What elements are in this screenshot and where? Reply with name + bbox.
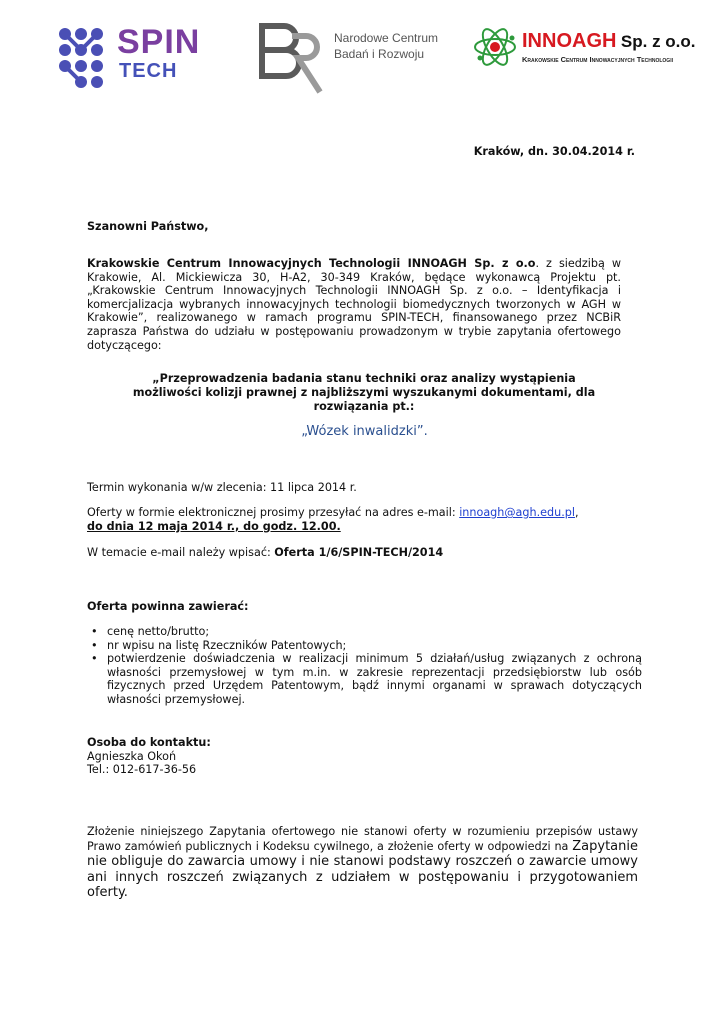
- disclaimer-part-2: Zapytanie nie obliguje do zawarcia umowy i nie stanowi podstawy roszczeń o zawarcie umowy ani innych roszczeń związanych z udziałem w postępowaniu i przygotowaniem oferty.: [87, 838, 638, 901]
- list-item: • cenę netto/brutto;: [87, 625, 642, 639]
- contact-phone: Tel.: 012-617-36-56: [87, 763, 197, 777]
- contact-block: [87, 736, 211, 777]
- deadline-line: Termin wykonania w/w zlecenia: 11 lipca 2014 r.: [87, 481, 357, 494]
- offers-email-paragraph: [87, 506, 627, 533]
- offer-requirements-list: [87, 625, 642, 707]
- letter-date: Kraków, dn. 30.04.2014 r.: [473, 145, 635, 158]
- subject-instruction-text: W temacie e-mail należy wpisać:: [87, 546, 275, 559]
- company-name: Krakowskie Centrum Innowacyjnych Technologii INNOAGH Sp. z o.o: [87, 257, 536, 270]
- legal-disclaimer: [87, 825, 638, 901]
- offers-text: Oferty w formie elektronicznej prosimy przesyłać na adres e-mail:: [87, 506, 460, 519]
- ncbr-line1: Narodowe Centrum: [334, 31, 439, 45]
- contact-heading: Osoba do kontaktu:: [87, 736, 211, 749]
- innoagh-suffix: Sp. z o.o.: [620, 32, 696, 51]
- email-link[interactable]: innoagh@agh.edu.pl: [459, 506, 576, 519]
- tech-wordmark: TECH: [119, 60, 178, 82]
- innoagh-wordmark: INNOAGH: [522, 30, 617, 52]
- ncbr-logo: [258, 22, 438, 94]
- list-item: • potwierdzenie doświadczenia w realizacji minimum 5 działań/usług związanych z ochroną własności przemysłowej w tym m.in. w zakresie reprezentacji przedsiębiorstw lub osób fizycznych przed Urzędem Patentowym, bądź innymi organami w sprawach dotyczących własności przemysłowej.: [87, 652, 642, 706]
- inquiry-subject: „Przeprowadzenia badania stanu techniki oraz analizy wystąpienia możliwości kolizji prawnej z najbliższymi wyszukanymi dokumentami, dla rozwiązania pt.:: [132, 372, 596, 413]
- innoagh-tagline: Krakowskie Centrum Innowacyjnych Technologii: [522, 55, 673, 64]
- offers-comma: ,: [575, 506, 579, 519]
- spin-tech-logo: [55, 24, 205, 92]
- atom-icon: [472, 24, 518, 70]
- salutation: Szanowni Państwo,: [87, 220, 209, 233]
- offer-code: Oferta 1/6/SPIN-TECH/2014: [274, 546, 444, 559]
- spin-wordmark: SPIN: [117, 23, 201, 61]
- list-item: • nr wpisu na listę Rzeczników Patentowych;: [87, 639, 642, 653]
- innoagh-logo: [472, 24, 712, 72]
- offer-requirements-heading: Oferta powinna zawierać:: [87, 600, 249, 613]
- email-subject-instruction: [87, 546, 443, 560]
- disclaimer-part-1: Złożenie niniejszego Zapytania ofertowego nie stanowi oferty w rozumieniu przepisów ustawy Prawo zamówień publicznych i Kodeksu cywilnego, a złożenie oferty w odpowiedzi na: [87, 825, 638, 853]
- offers-due-date: do dnia 12 maja 2014 r., do godz. 12.00.: [87, 519, 341, 533]
- intro-paragraph: [87, 257, 621, 352]
- contact-name: Agnieszka Okoń: [87, 749, 177, 763]
- product-name: „Wózek inwalidzki”.: [301, 424, 428, 439]
- ncbr-mark-icon: [258, 22, 328, 94]
- ncbr-line2: Badań i Rozwoju: [334, 47, 425, 61]
- intro-text: . z siedzibą w Krakowie, Al. Mickiewicza 30, H-A2, 30-349 Kraków, będące wykonawcą Projektu pt. „Krakowskie Centrum Innowacyjnych Technologii INNOAGH Sp. z o.o. – Identyfikacja i komercjalizacja wybranych innowacyjnych technologii biomedycznych tworzonych w AGH w Krakowie”, realizowanego w ramach programu SPIN-TECH, finansowanego przez NCBiR zaprasza Państwa do udziału w postępowaniu prowadzonym w trybie zapytania ofertowego dotyczącego:: [87, 257, 621, 352]
